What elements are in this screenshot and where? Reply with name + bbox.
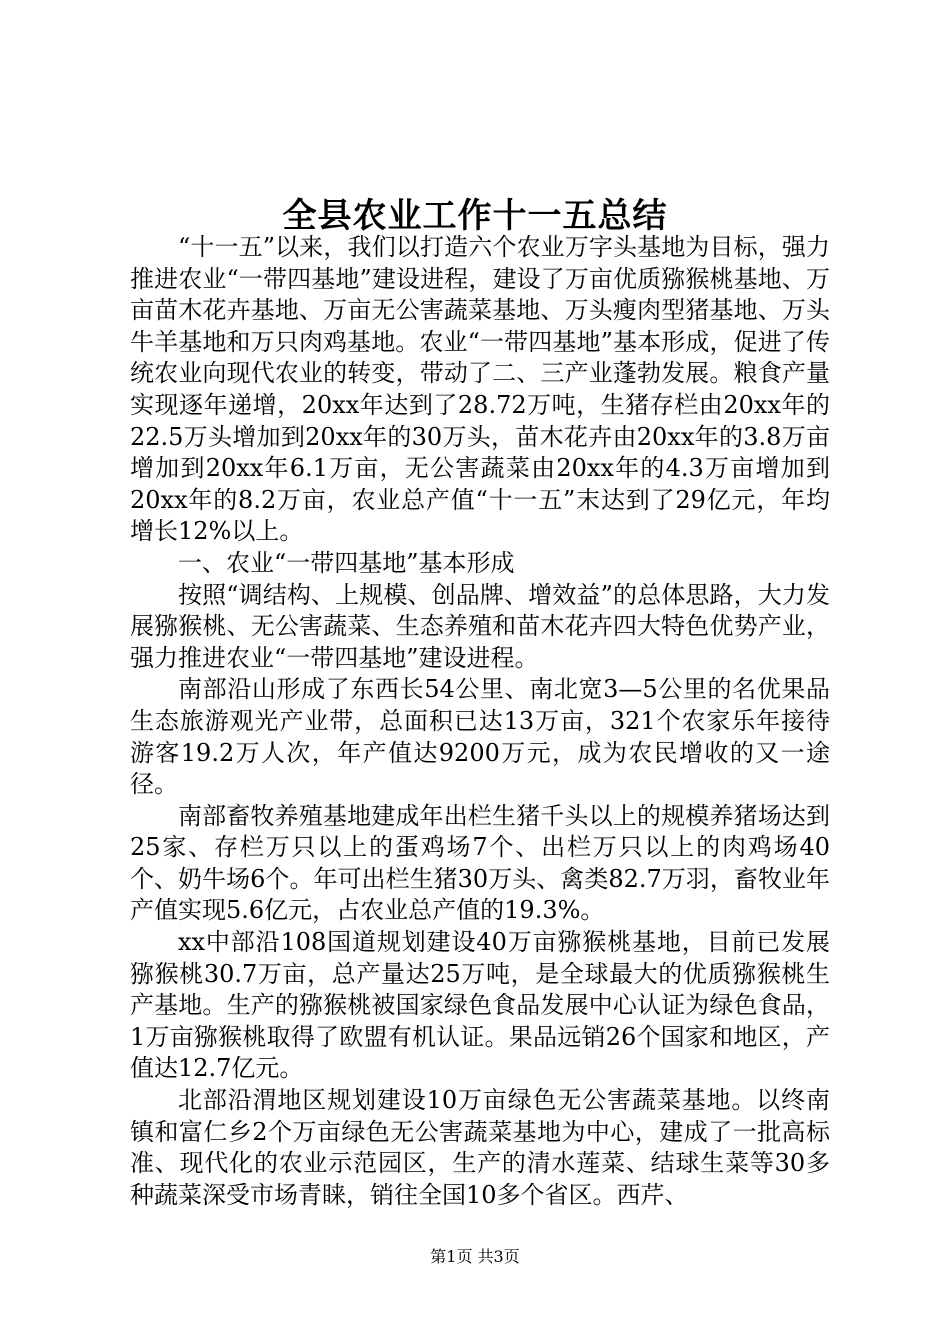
paragraph: 按照“调结构、上规模、创品牌、增效益”的总体思路，大力发展猕猴桃、无公害蔬菜、生态养殖和苗木花卉四大特色优势产业，强力推进农业“一带四基地”建设进程。: [130, 580, 830, 672]
paragraph: 南部畜牧养殖基地建成年出栏生猪千头以上的规模养猪场达到25家、存栏万只以上的蛋鸡场7个、出栏万只以上的肉鸡场40个、奶牛场6个。年可出栏生猪30万头、禽类82.7万羽，畜牧业年产值实现5.6亿元，占农业总产值的19.3%。: [130, 801, 830, 925]
paragraph: 北部沿渭地区规划建设10万亩绿色无公害蔬菜基地。以终南镇和富仁乡2个万亩绿色无公害蔬菜基地为中心，建成了一批高标准、现代化的农业示范园区，生产的清水莲菜、结球生菜等30多种蔬菜深受市场青睐，销往全国10多个省区。西芹、: [130, 1086, 830, 1209]
paragraph: 南部沿山形成了东西长54公里、南北宽3—5公里的名优果品生态旅游观光产业带，总面积已达13万亩，321个农家乐年接待游客19.2万人次，年产值达9200万元，成为农民增收的又一途径。: [130, 675, 830, 799]
page-number-footer: 第1页 共3页: [430, 1247, 520, 1266]
section-heading: 一、农业“一带四基地”基本形成: [178, 548, 515, 577]
paragraph-intro: “十一五”以来，我们以打造六个农业万字头基地为目标，强力推进农业“一带四基地”建设进程，建设了万亩优质猕猴桃基地、万亩苗木花卉基地、万亩无公害蔬菜基地、万头瘦肉型猪基地、万头牛羊基地和万只肉鸡基地。农业“一带四基地”基本形成，促进了传统农业向现代农业的转变，带动了二、三产业蓬勃发展。粮食产量实现逐年递增，20xx年达到了28.72万吨，生猪存栏由20xx年的22.5万头增加到20xx年的30万头，苗木花卉由20xx年的3.8万亩增加到20xx年6.1万亩，无公害蔬菜由20xx年的4.3万亩增加到20xx年的8.2万亩，农业总产值“十一五”末达到了29亿元，年均增长12%以上。: [130, 233, 830, 546]
document-body: [130, 232, 830, 1211]
document-title: 全县农业工作十一五总结: [282, 196, 668, 236]
paragraph: xx中部沿108国道规划建设40万亩猕猴桃基地，目前已发展猕猴桃30.7万亩，总产量达25万吨，是全球最大的优质猕猴桃生产基地。生产的猕猴桃被国家绿色食品发展中心认证为绿色食品，1万亩猕猴桃取得了欧盟有机认证。果品远销26个国家和地区，产值达12.7亿元。: [130, 928, 830, 1083]
